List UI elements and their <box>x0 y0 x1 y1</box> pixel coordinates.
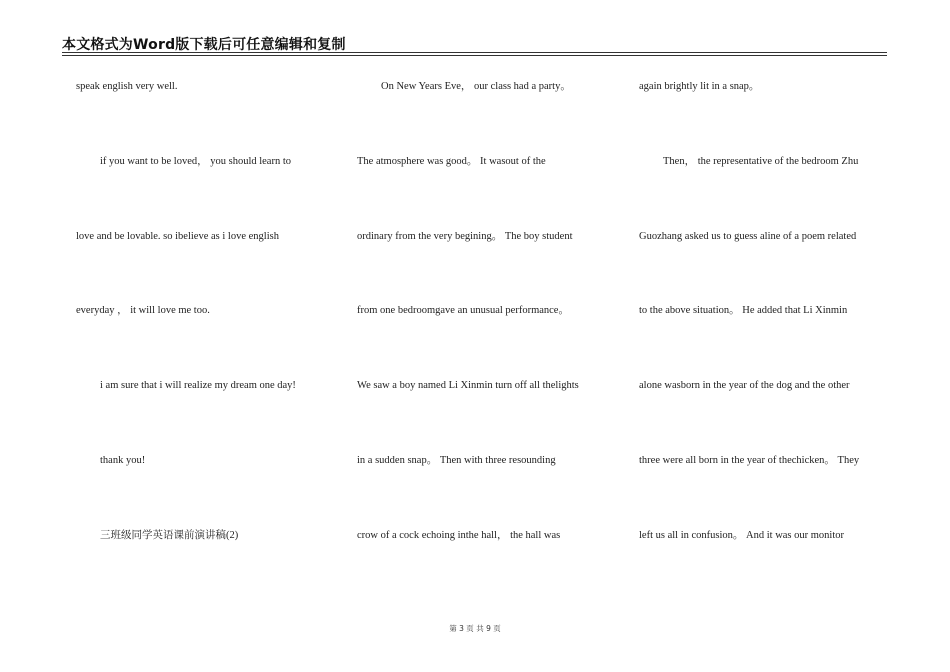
text-line: from one bedroomgave an unusual performance。 <box>357 305 569 316</box>
text-line: i am sure that i will realize my dream one day! <box>100 380 296 391</box>
text-line: thank you! <box>100 455 146 466</box>
text-line: Then， the representative of the bedroom Zhu <box>663 156 859 167</box>
text-line: to the above situation。 He added that Li Xinmin <box>639 305 848 316</box>
text-line: in a sudden snap。 Then with three resounding <box>357 455 556 466</box>
text-line: We saw a boy named Li Xinmin turn off all thelights <box>357 380 579 391</box>
page-footer-page-number: 第 3 页 共 9 页 <box>449 624 501 633</box>
text-line: Guozhang asked us to guess aline of a poem related <box>639 231 857 242</box>
text-line: love and be lovable. so ibelieve as i love english <box>76 231 279 242</box>
text-line: ordinary from the very begining。 The boy student <box>357 231 573 242</box>
header-rule-bottom <box>62 55 887 56</box>
header-rule-top <box>62 52 887 53</box>
text-line: On New Years Eve， our class had a party。 <box>381 81 571 92</box>
text-line: everyday ， it will love me too. <box>76 305 210 316</box>
text-line: if you want to be loved， you should learn to <box>100 156 292 167</box>
text-line: 三班级同学英语课前演讲稿(2) <box>100 530 239 541</box>
text-line: crow of a cock echoing inthe hall， the hall was <box>357 530 561 541</box>
text-line: three were all born in the year of thechicken。 They <box>639 455 860 466</box>
text-line: speak english very well. <box>76 81 178 92</box>
text-line: again brightly lit in a snap。 <box>639 81 760 92</box>
text-line: left us all in confusion。 And it was our monitor <box>639 530 845 541</box>
text-line: The atmosphere was good。 It wasout of the <box>357 156 546 167</box>
page-header-title: 本文格式为Word版下载后可任意编辑和复制 <box>62 37 346 53</box>
text-line: alone wasborn in the year of the dog and the other <box>639 380 850 391</box>
